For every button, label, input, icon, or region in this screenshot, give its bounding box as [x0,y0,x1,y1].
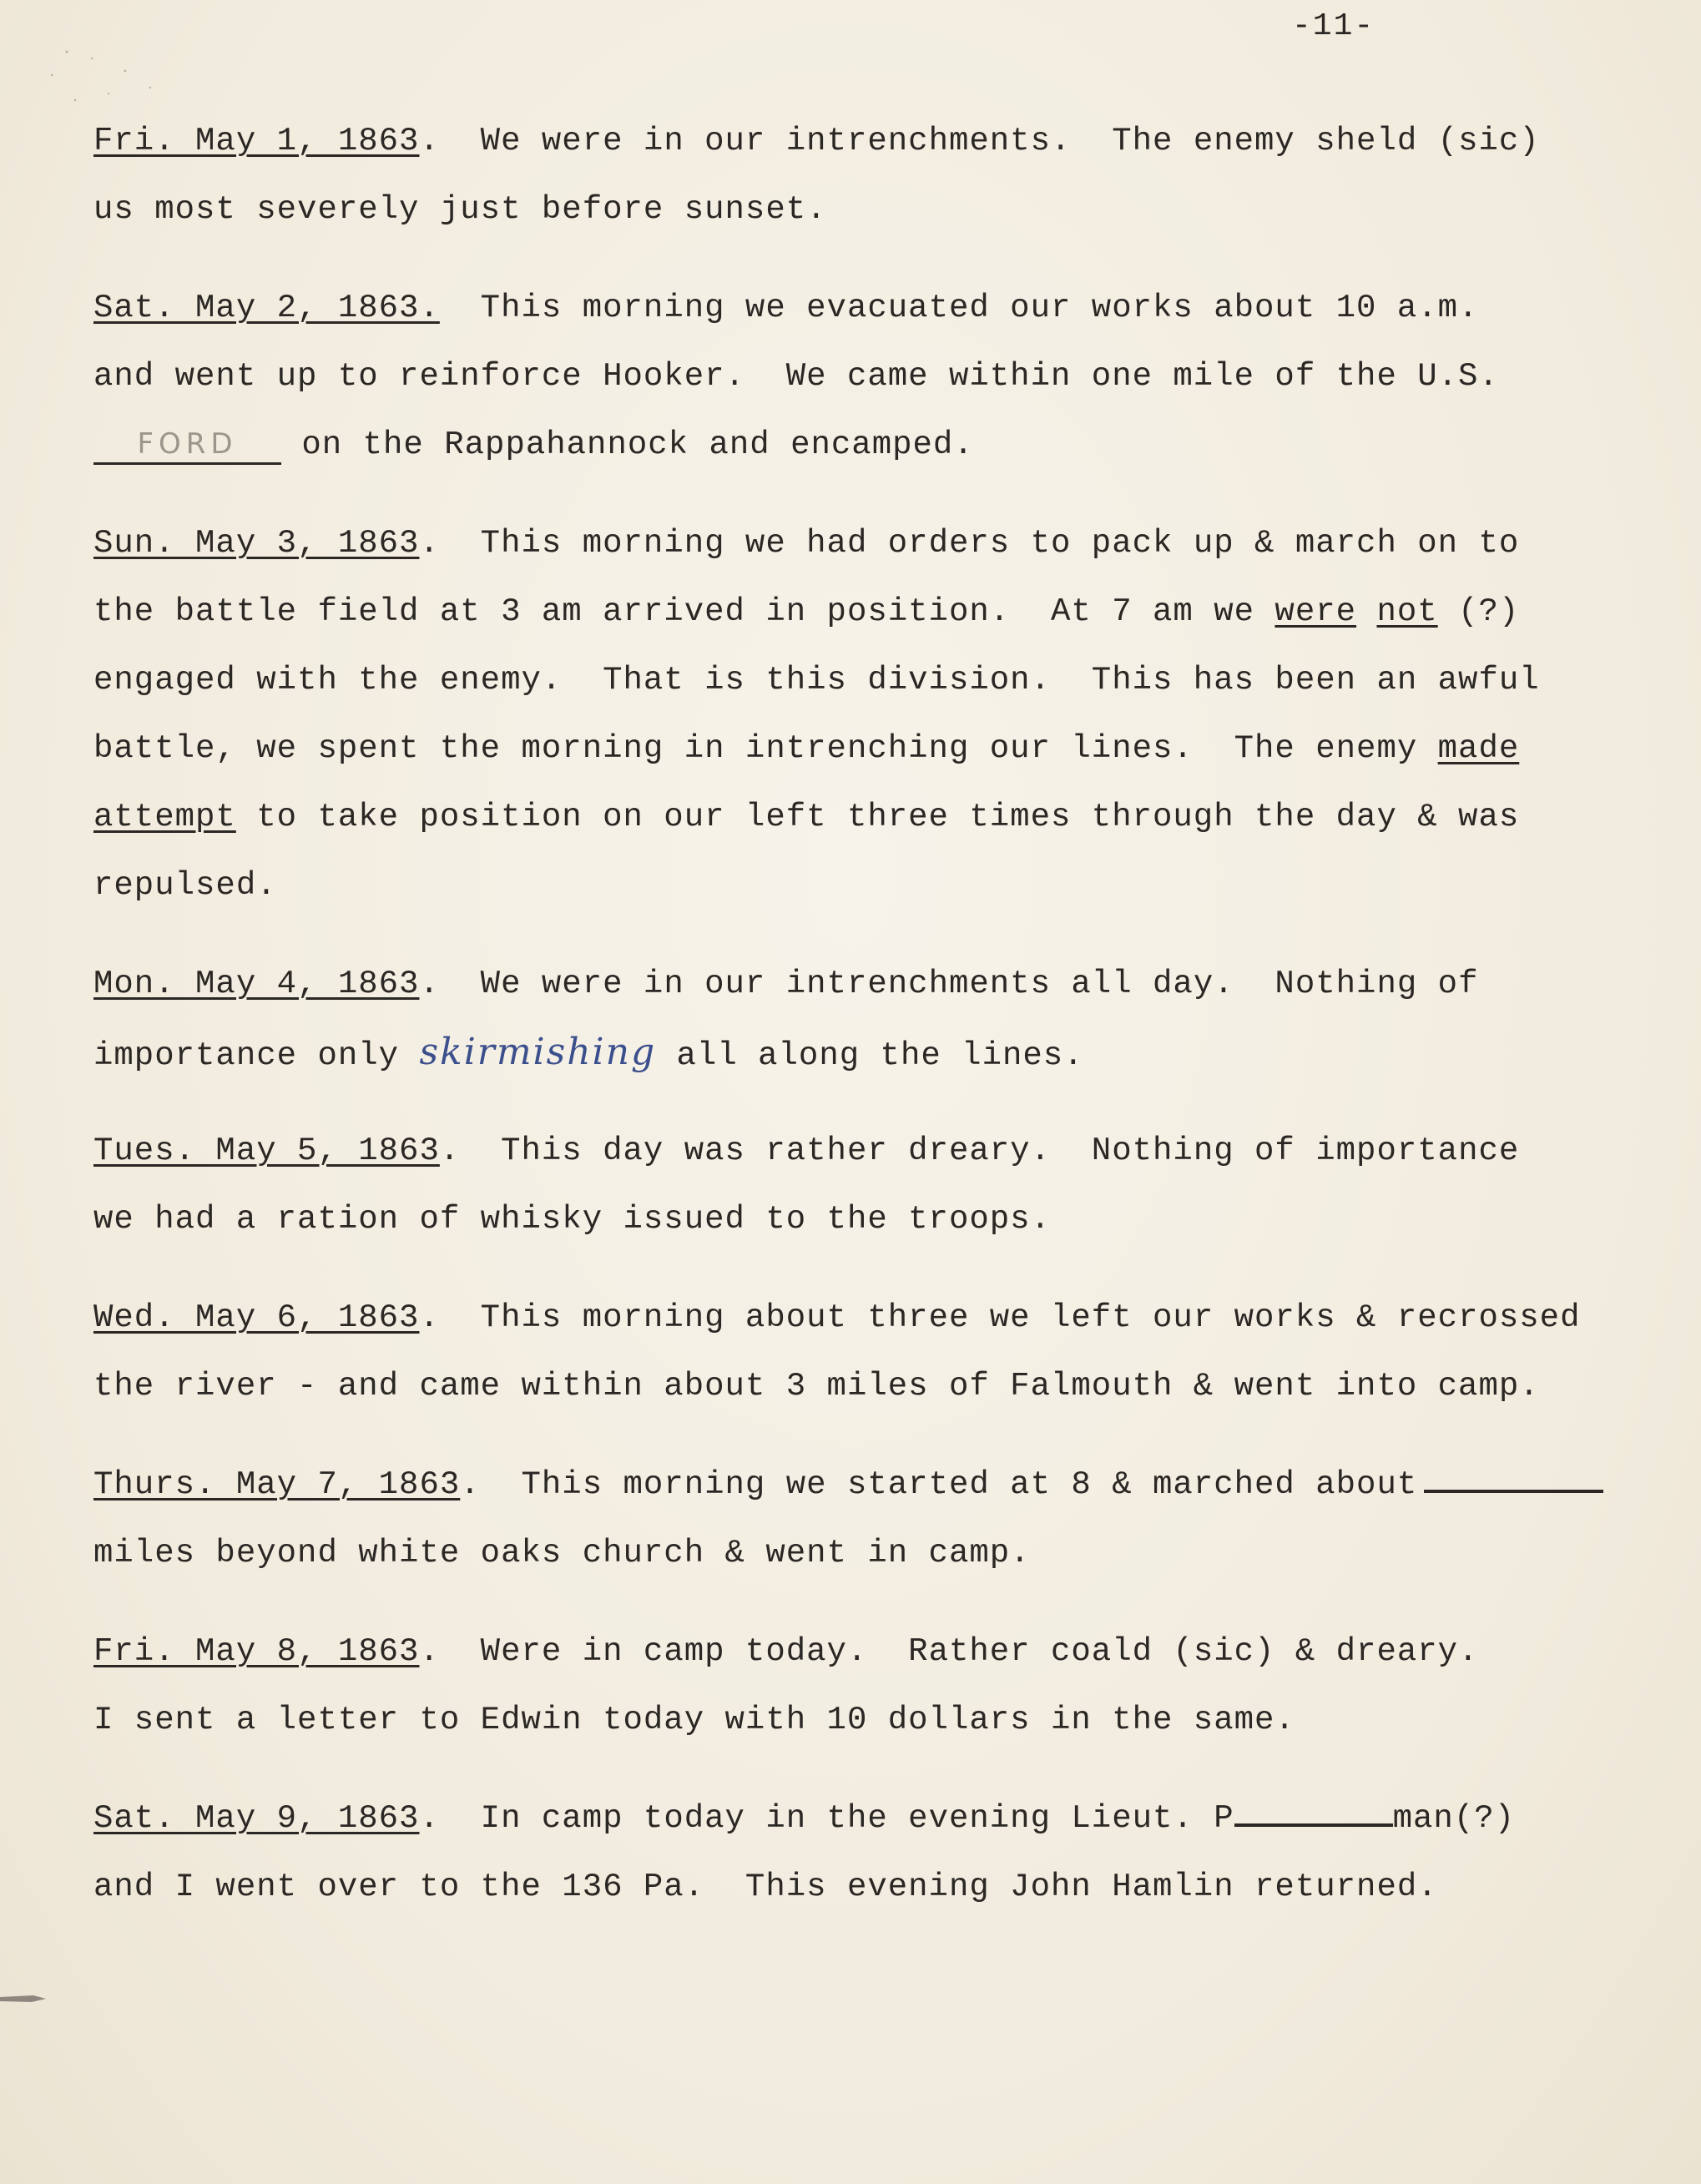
entry-line: repulsed. [93,867,277,904]
entry-line [93,578,1613,646]
blank-line [1234,1787,1393,1827]
entry-text: . This morning we had orders to pack up & march on to [419,525,1520,562]
entry-text: (?) [1437,593,1520,630]
entry-date: Fri. May 1, 1863 [93,123,420,159]
entry-line: and went up to reinforce Hooker. We came within one mile of the U.S. [93,358,1499,395]
entry-text: . We were in our intrenchments. The enemy sheld (sic) [419,123,1540,159]
entry-text: on the Rappahannock and encamped. [281,426,974,463]
entry-text: This morning we evacuated our works about 10 a.m. [439,290,1479,326]
diary-entry-may-4 [93,950,1613,1087]
diary-entries [93,107,1613,1951]
entry-date: Tues. May 5, 1863 [93,1132,440,1169]
diary-entry-may-6 [93,1284,1613,1420]
entry-text: importance only [93,1037,420,1074]
entry-text: . Were in camp today. Rather coald (sic) & dreary. [419,1633,1479,1670]
entry-line: engaged with the enemy. That is this division. This has been an awful [93,662,1540,699]
entry-line: I sent a letter to Edwin today with 10 dollars in the same. [93,1702,1295,1738]
entry-text: . This morning about three we left our works & recrossed [419,1299,1581,1336]
entry-date: Fri. May 8, 1863 [93,1633,420,1670]
underlined-word: made [1437,730,1520,767]
entry-text: . This morning we started at 8 & marched about [460,1466,1418,1503]
handwritten-skirmishing: skirmishing [419,1031,657,1073]
entry-line [93,1117,1613,1185]
entry-line: the river - and came within about 3 miles of Falmouth & went into camp. [93,1368,1540,1405]
entry-line [93,950,1613,1018]
diary-entry-may-8 [93,1617,1613,1754]
underlined-word: were [1274,593,1357,630]
entry-text: the battle field at 3 am arrived in position. At 7 am we [93,593,1275,630]
entry-date: Thurs. May 7, 1863 [93,1466,461,1503]
diary-entry-may-1 [93,107,1613,244]
entry-date: Sat. May 2, 1863. [93,290,440,326]
entry-line: we had a ration of whisky issued to the troops. [93,1201,1051,1238]
entry-date: Sat. May 9, 1863 [93,1800,420,1837]
entry-line [93,411,1613,479]
entry-line [93,107,1613,175]
entry-line [93,714,1613,783]
entry-text: battle, we spent the morning in intrenching our lines. The enemy [93,730,1438,767]
handwritten-ford: FORD [93,426,281,465]
entry-text: all along the lines. [656,1037,1084,1074]
entry-line [93,1018,1613,1087]
underlined-word: attempt [93,799,236,835]
underlined-word: not [1376,593,1438,630]
entry-line: and I went over to the 136 Pa. This evening John Hamlin returned. [93,1869,1438,1905]
blank-line [1424,1453,1603,1493]
paper-specks [33,42,184,117]
entry-text: to take position on our left three times through the day & was [235,799,1520,835]
diary-entry-may-3 [93,509,1613,920]
entry-text: . In camp today in the evening Lieut. P [419,1800,1234,1837]
entry-line [93,1784,1613,1853]
entry-line [93,1284,1613,1352]
diary-entry-may-2 [93,274,1613,479]
entry-date: Wed. May 6, 1863 [93,1299,420,1336]
entry-text [1356,593,1376,630]
entry-text: . We were in our intrenchments all day. Nothing of [419,966,1479,1002]
margin-smudge [0,1990,50,2007]
entry-text: . This day was rather dreary. Nothing of importance [439,1132,1520,1169]
entry-line: us most severely just before sunset. [93,191,827,228]
entry-line [93,783,1613,851]
entry-line [93,1450,1613,1519]
entry-date: Mon. May 4, 1863 [93,966,420,1002]
entry-date: Sun. May 3, 1863 [93,525,420,562]
entry-line [93,274,1613,342]
entry-line [93,509,1613,578]
diary-entry-may-7 [93,1450,1613,1587]
diary-entry-may-9 [93,1784,1613,1921]
entry-line: miles beyond white oaks church & went in camp. [93,1535,1031,1571]
entry-line [93,1617,1613,1686]
page-number: -11- [1292,8,1375,44]
entry-text: man(?) [1392,1800,1516,1837]
diary-entry-may-5 [93,1117,1613,1253]
